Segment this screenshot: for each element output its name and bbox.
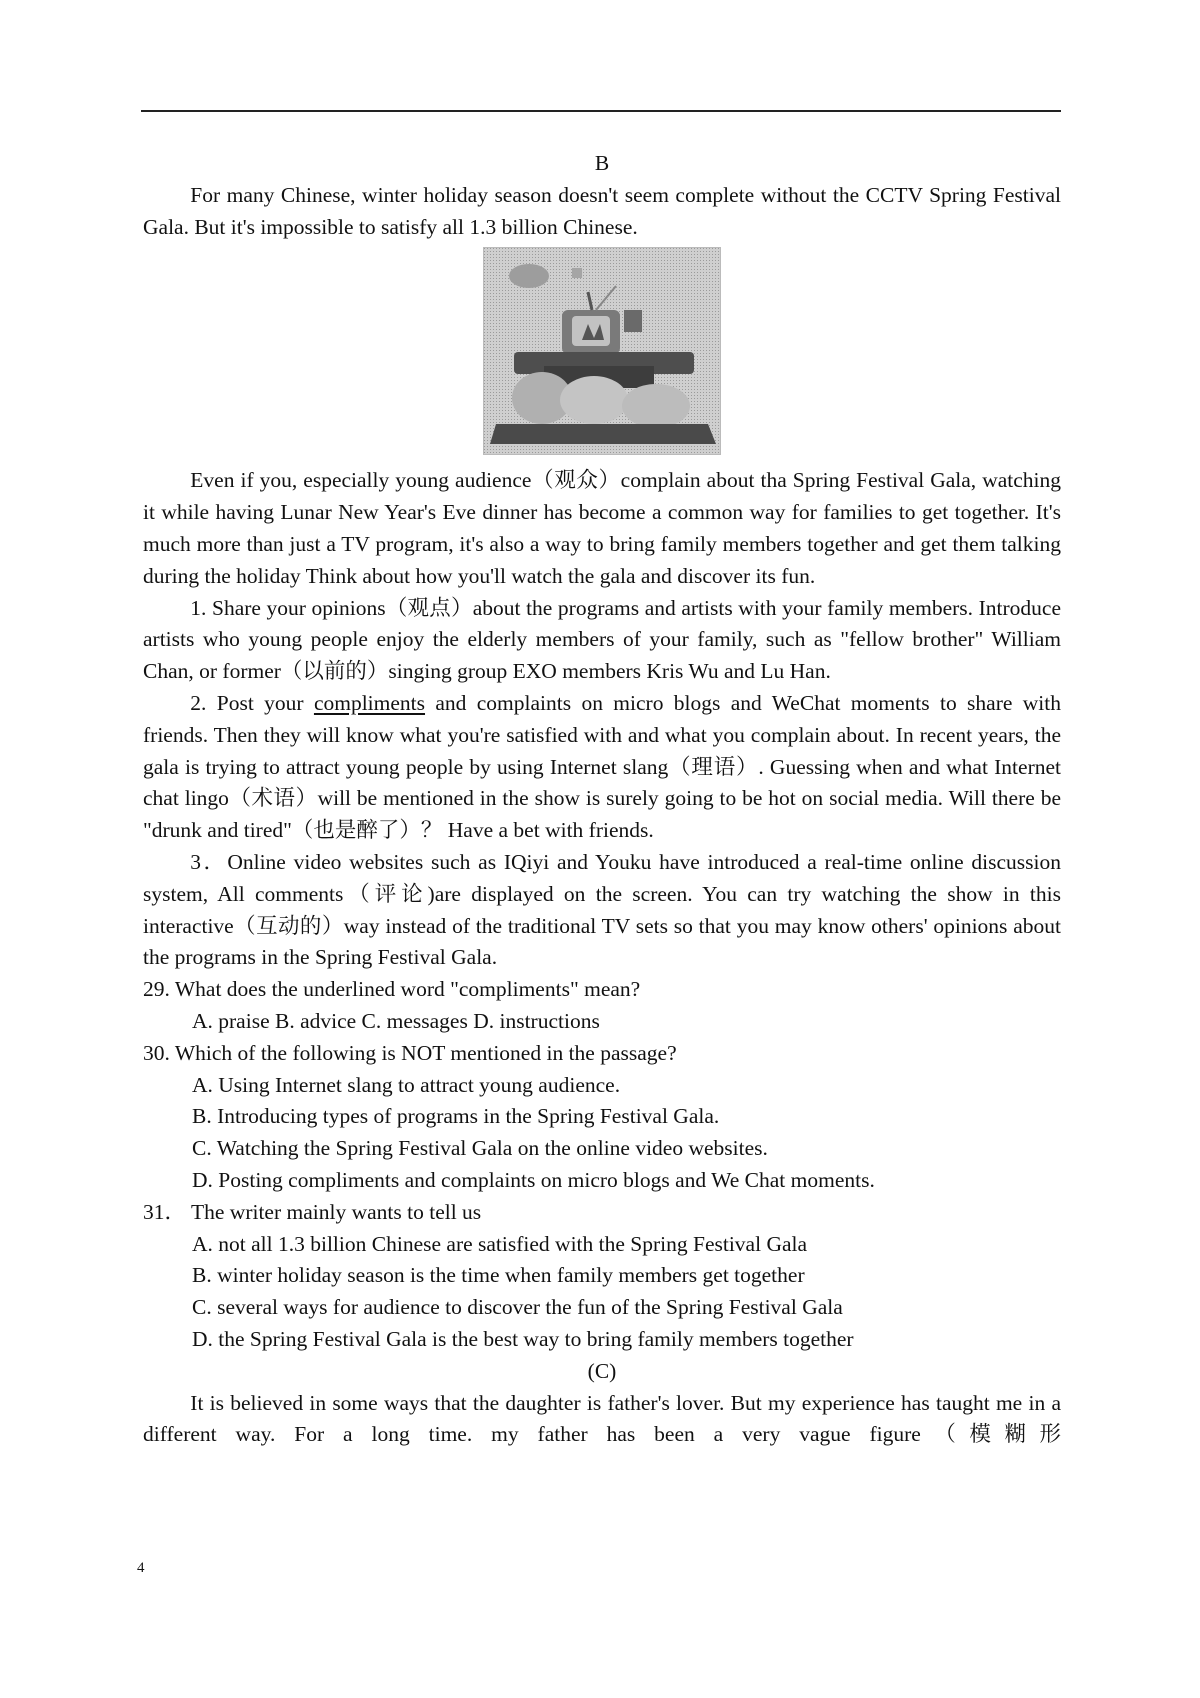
option-b: B. Introducing types of programs in the Spring Festival Gala. xyxy=(192,1104,720,1129)
question-stem: 31． The writer mainly wants to tell us xyxy=(143,1199,482,1224)
option-a: A. Using Internet slang to attract young audience. xyxy=(192,1072,621,1097)
header-rule xyxy=(141,110,1061,112)
option-d: D. the Spring Festival Gala is the best way to bring family members together xyxy=(192,1326,854,1351)
section-b-heading: B xyxy=(594,151,610,175)
option-c: C. several ways for audience to discover the fun of the Spring Festival Gala xyxy=(192,1295,843,1320)
page-number: 4 xyxy=(137,1560,145,1576)
question-options: A. praise B. advice C. messages D. instructions xyxy=(192,1008,600,1033)
point-2-rest: and complaints on micro blogs and WeChat moments to share with friends. Then they will know what you're satisfied with and what you complain about. In recent years, the gala is trying to attract young people by using Internet slang（理语）. Guessing when and what Internet chat lingo（术语）will be mentioned in the show is surely going to be hot on social media. Will there be "drunk and tired"（也是醉了）？ Have a bet with friends. xyxy=(143,690,1061,843)
section-b-paragraph-1: Even if you, especially young audience（观众）complain about tha Spring Festival Gala, watching it while having Lunar New Year's Eve dinner has become a common way for families to get together. It's much more than just a TV program, it's also a way to bring family members together and get them talking during the holiday Think about how you'll watch the gala and discover its fun. xyxy=(143,468,1061,588)
section-b-point-2 xyxy=(143,688,1061,847)
document-page xyxy=(143,148,1061,1451)
gala-illustration xyxy=(483,247,721,455)
option-b: B. winter holiday season is the time when family members get together xyxy=(192,1263,805,1288)
section-b-intro: For many Chinese, winter holiday season doesn't seem complete without the CCTV Spring Festival Gala. But it's impossible to satisfy all 1.3 billion Chinese. xyxy=(143,182,1061,239)
question-29 xyxy=(143,974,1061,1038)
question-stem: 29. What does the underlined word "compliments" mean? xyxy=(143,977,641,1002)
option-d: D. Posting compliments and complaints on micro blogs and We Chat moments. xyxy=(192,1167,875,1192)
question-31 xyxy=(143,1197,1061,1356)
point-2-prefix: 2. Post your xyxy=(190,690,314,715)
question-stem: 30. Which of the following is NOT mentioned in the passage? xyxy=(143,1040,677,1065)
section-b-point-1: 1. Share your opinions（观点）about the programs and artists with your family members. Introduce artists who young people enjoy the elderly members of your family, such as "fellow brother" William Chan, or former（以前的）singing group EXO members Kris Wu and Lu Han. xyxy=(143,595,1061,684)
tv-illustration-icon xyxy=(484,248,720,454)
section-c-intro: It is believed in some ways that the daughter is father's lover. But my experience has taught me in a different way. For a long time. my father has been a very vague figure（模糊形 xyxy=(143,1390,1061,1447)
section-c-heading: (C) xyxy=(587,1358,617,1383)
underlined-word-compliments: compliments xyxy=(313,690,426,715)
option-c: C. Watching the Spring Festival Gala on the online video websites. xyxy=(192,1136,768,1161)
question-30 xyxy=(143,1038,1061,1197)
option-a: A. not all 1.3 billion Chinese are satisfied with the Spring Festival Gala xyxy=(192,1231,808,1256)
section-b-point-3: 3．Online video websites such as IQiyi and Youku have introduced a real-time online discussion system, All comments（评论)are displayed on the screen. You can try watching the show in this interactive（互动的）way instead of the traditional TV sets so that you may know others' opinions about the programs in the Spring Festival Gala. xyxy=(143,849,1061,970)
